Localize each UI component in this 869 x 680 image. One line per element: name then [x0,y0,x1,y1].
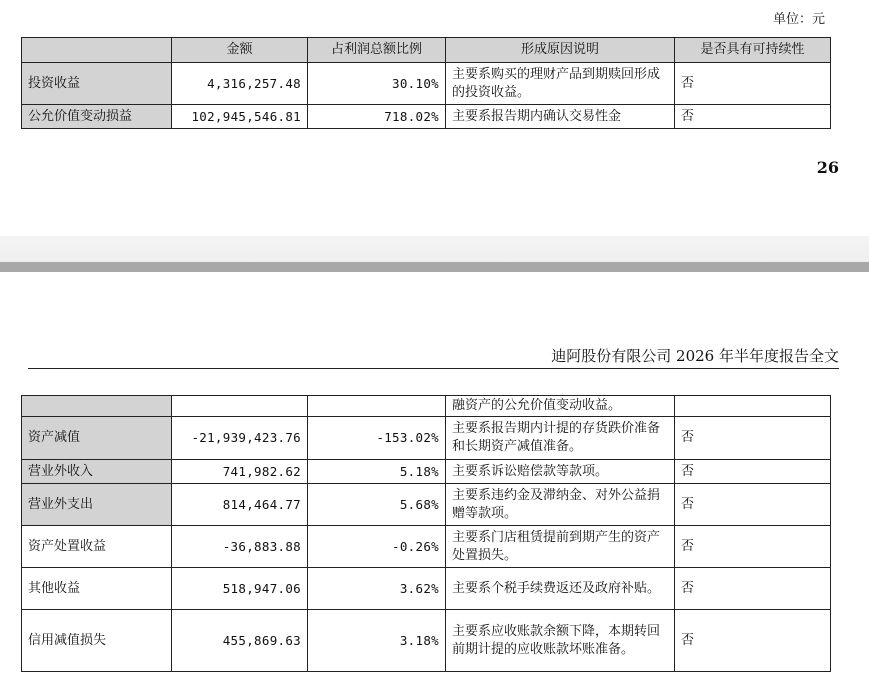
row-ratio: 3.18% [308,610,446,672]
row-sustainable: 否 [675,63,831,105]
row-sustainable: 否 [675,417,831,460]
table-row [22,610,831,672]
unit-label: 单位：元 [772,12,825,27]
row-item: 资产处置收益 [22,526,172,568]
row-sustainable: 否 [675,526,831,568]
row-item: 投资收益 [22,63,172,105]
row-reason: 主要系违约金及滞纳金、对外公益捐赠等款项。 [446,484,675,526]
row-reason: 主要系购买的理财产品到期赎回形成的投资收益。 [446,63,675,105]
row-amount: 518,947.06 [172,568,308,610]
row-ratio: -153.02% [308,417,446,460]
row-item [22,396,172,417]
row-amount: 4,316,257.48 [172,63,308,105]
row-item: 营业外支出 [22,484,172,526]
row-sustainable: 否 [675,105,831,129]
row-ratio: 5.18% [308,460,446,484]
header-amount: 金额 [172,38,308,63]
document-header: 迪阿股份有限公司 2026 年半年度报告全文 [551,347,839,365]
row-reason: 主要系个税手续费返还及政府补贴。 [446,568,675,610]
header-rule [28,368,839,369]
row-sustainable: 否 [675,568,831,610]
row-item: 公允价值变动损益 [22,105,172,129]
row-ratio: 30.10% [308,63,446,105]
header-item [22,38,172,63]
header-sustainable: 是否具有可持续性 [675,38,831,63]
row-item: 其他收益 [22,568,172,610]
income-table-top [21,37,831,129]
row-item: 信用减值损失 [22,610,172,672]
table-row [22,63,831,105]
page-number: 26 [816,158,839,177]
table-header-row [22,38,831,63]
row-sustainable: 否 [675,460,831,484]
row-amount: -21,939,423.76 [172,417,308,460]
row-reason: 主要系报告期内确认交易性金 [446,105,675,129]
row-ratio: 718.02% [308,105,446,129]
header-reason: 形成原因说明 [446,38,675,63]
row-ratio: 3.62% [308,568,446,610]
table-row-continuation [22,396,831,417]
row-ratio [308,396,446,417]
row-sustainable: 否 [675,484,831,526]
table-row [22,568,831,610]
row-amount: 455,869.63 [172,610,308,672]
row-item: 营业外收入 [22,460,172,484]
row-reason: 融资产的公允价值变动收益。 [446,396,675,417]
row-amount: 102,945,546.81 [172,105,308,129]
header-ratio: 占利润总额比例 [308,38,446,63]
table-row [22,484,831,526]
row-reason: 主要系诉讼赔偿款等款项。 [446,460,675,484]
table-row [22,526,831,568]
row-amount: 814,464.77 [172,484,308,526]
row-sustainable: 否 [675,610,831,672]
row-sustainable [675,396,831,417]
row-item: 资产减值 [22,417,172,460]
page-separator [0,262,869,272]
row-reason: 主要系应收账款余额下降，本期转回前期计提的应收账款坏账准备。 [446,610,675,672]
table-row [22,460,831,484]
row-amount: 741,982.62 [172,460,308,484]
row-ratio: -0.26% [308,526,446,568]
row-reason: 主要系门店租赁提前到期产生的资产处置损失。 [446,526,675,568]
table-row [22,105,831,129]
row-amount [172,396,308,417]
table-row [22,417,831,460]
row-reason: 主要系报告期内计提的存货跌价准备和长期资产减值准备。 [446,417,675,460]
income-table-continued [21,395,831,672]
row-ratio: 5.68% [308,484,446,526]
row-amount: -36,883.88 [172,526,308,568]
